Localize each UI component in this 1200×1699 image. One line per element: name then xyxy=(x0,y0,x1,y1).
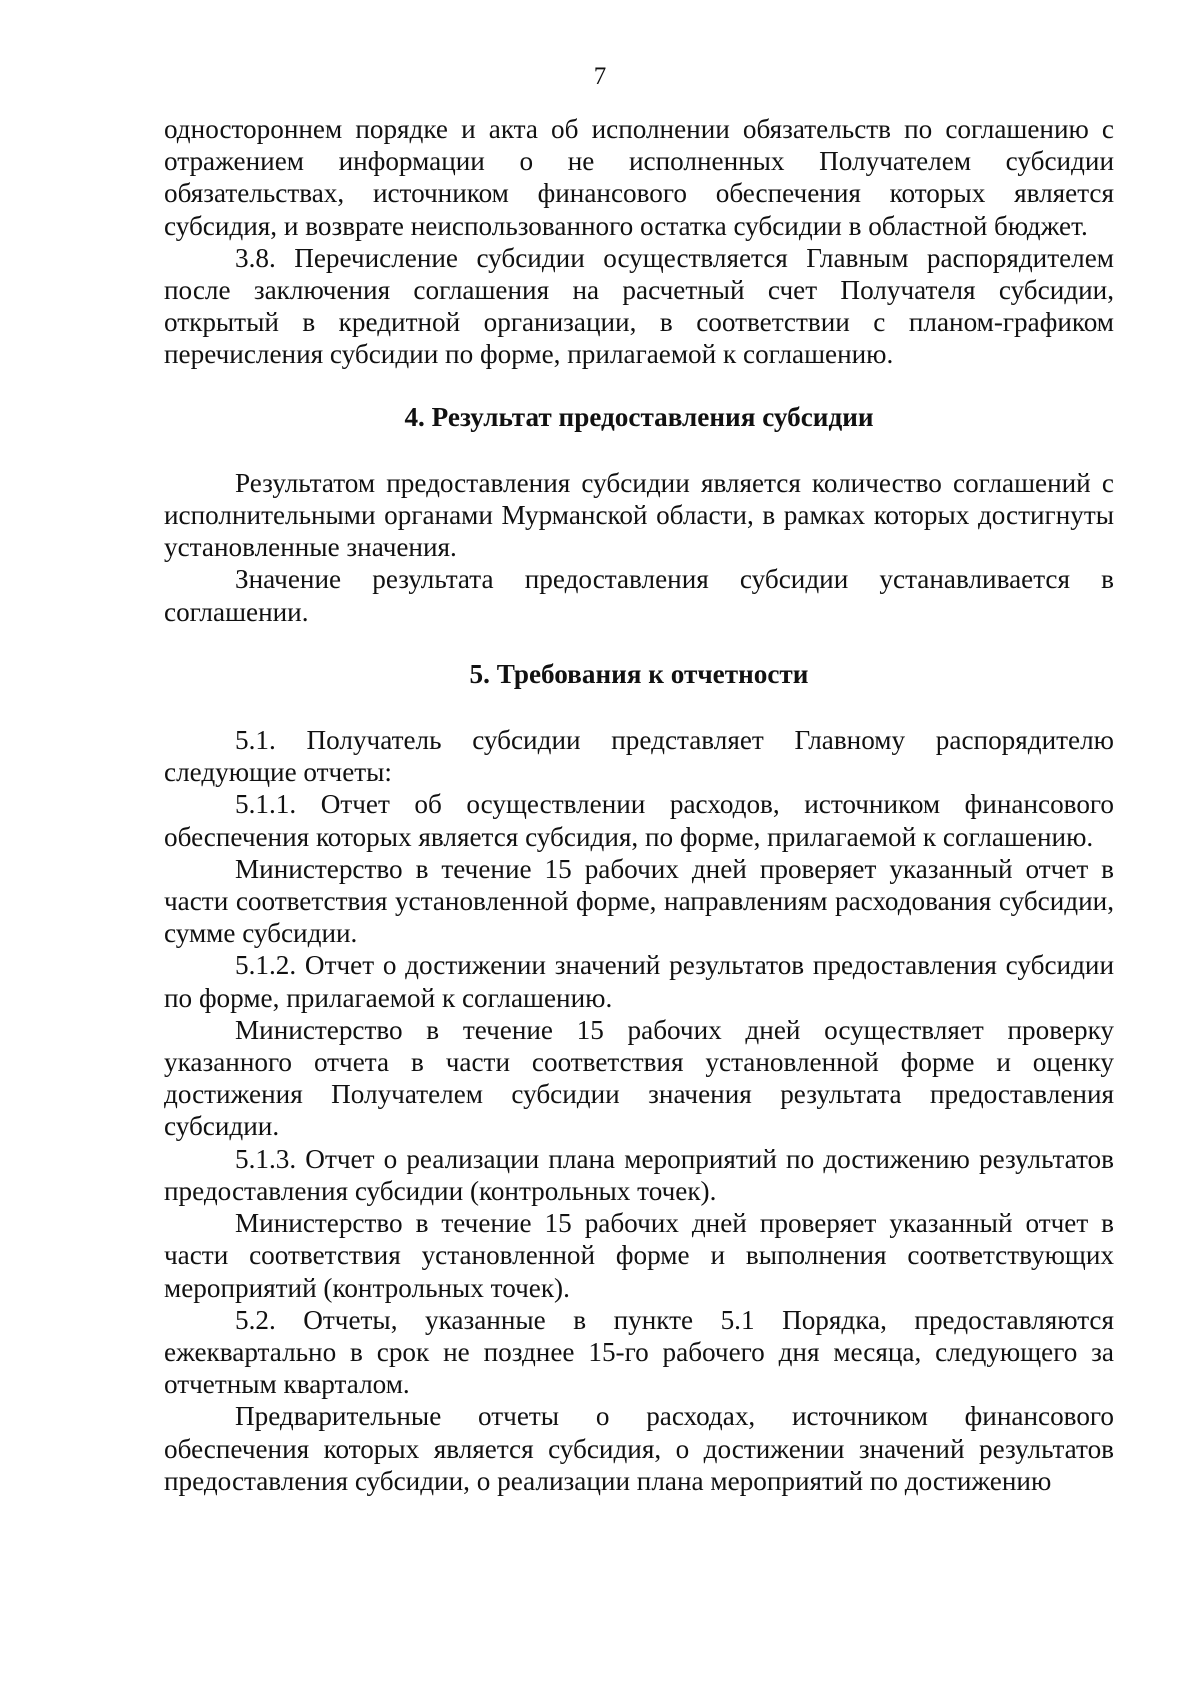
paragraph-continuation: одностороннем порядке и акта об исполнении обязательств по соглашению с отражением информации о не исполненных Получателем субсидии обязательствах, источником финансового обеспечения которых является субсидия, и возврате неиспользованного остатка субсидии в областной бюджет. xyxy=(164,114,1114,241)
document-body xyxy=(164,113,1114,1497)
paragraph-preliminary-reports: Предварительные отчеты о расходах, источником финансового обеспечения которых является субсидия, о достижении значений результатов предоставления субсидии, о реализации плана мероприятий по достижению xyxy=(164,1401,1114,1496)
section-4-heading: 4. Результат предоставления субсидии xyxy=(404,401,874,432)
paragraph-5-2: 5.2. Отчеты, указанные в пункте 5.1 Порядка, предоставляются ежеквартально в срок не позднее 15-го рабочего дня месяца, следующего за отчетным кварталом. xyxy=(164,1304,1114,1400)
paragraph-5-1-3: 5.1.3. Отчет о реализации плана мероприятий по достижению результатов предоставления субсидии (контрольных точек). xyxy=(164,1143,1114,1206)
section-4-paragraph: Значение результата предоставления субсидии устанавливается в соглашении. xyxy=(164,564,1114,627)
page-number: 7 xyxy=(593,63,607,90)
paragraph-3-8: 3.8. Перечисление субсидии осуществляется Главным распорядителем после заключения соглашения на расчетный счет Получателя субсидии, открытый в кредитной организации, в соответствии с планом-графиком перечисления субсидии по форме, прилагаемой к соглашению. xyxy=(164,242,1114,370)
section-5-heading: 5. Требования к отчетности xyxy=(469,658,809,689)
paragraph-5-1-1: 5.1.1. Отчет об осуществлении расходов, источником финансового обеспечения которых является субсидия, по форме, прилагаемой к соглашению. xyxy=(164,789,1114,852)
paragraph-5-1: 5.1. Получатель субсидии представляет Главному распорядителю следующие отчеты: xyxy=(164,725,1114,788)
paragraph-5-1-2: 5.1.2. Отчет о достижении значений результатов предоставления субсидии по форме, прилагаемой к соглашению. xyxy=(164,950,1114,1013)
section-4-paragraph: Результатом предоставления субсидии является количество соглашений с исполнительными органами Мурманской области, в рамках которых достигнуты установленные значения. xyxy=(164,467,1114,563)
paragraph-ministry-check-1: Министерство в течение 15 рабочих дней проверяет указанный отчет в части соответствия установленной форме, направлениям расходования субсидии, сумме субсидии. xyxy=(164,853,1114,949)
paragraph-ministry-check-3: Министерство в течение 15 рабочих дней проверяет указанный отчет в части соответствия установленной форме и выполнения соответствующих мероприятий (контрольных точек). xyxy=(164,1208,1114,1303)
paragraph-ministry-check-2: Министерство в течение 15 рабочих дней осуществляет проверку указанного отчета в части соответствия установленной форме и оценку достижения Получателем субсидии значения результата предоставления субсидии. xyxy=(164,1014,1114,1142)
